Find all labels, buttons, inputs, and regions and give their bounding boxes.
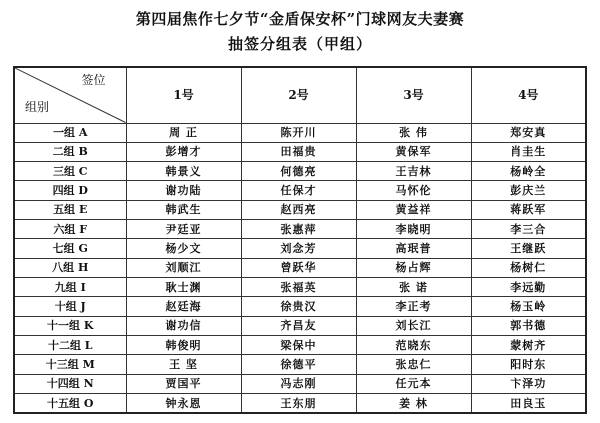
player-name-cell: 何德亮 xyxy=(241,162,356,181)
group-cell: 三组 C xyxy=(14,162,126,181)
table-row xyxy=(14,239,586,258)
player-name-cell: 阳时东 xyxy=(471,355,586,374)
table-row xyxy=(14,220,586,239)
player-name-cell: 张 伟 xyxy=(356,123,471,142)
group-cell: 二组 B xyxy=(14,142,126,161)
player-name-cell: 杨少文 xyxy=(126,239,241,258)
slot-header-2: 2号 xyxy=(241,67,356,123)
group-cell: 十二组 L xyxy=(14,336,126,355)
table-row xyxy=(14,162,586,181)
player-name-cell: 肖圭生 xyxy=(471,142,586,161)
diagonal-line xyxy=(15,68,126,123)
group-cell: 十组 J xyxy=(14,297,126,316)
player-name-cell: 彭庆兰 xyxy=(471,181,586,200)
player-name-cell: 郑安真 xyxy=(471,123,586,142)
group-cell: 十五组 O xyxy=(14,394,126,413)
player-name-cell: 陈开川 xyxy=(241,123,356,142)
player-name-cell: 赵廷海 xyxy=(126,297,241,316)
player-name-cell: 王 坚 xyxy=(126,355,241,374)
player-name-cell: 冯志刚 xyxy=(241,374,356,393)
table-row xyxy=(14,316,586,335)
player-name-cell: 蒋跃军 xyxy=(471,200,586,219)
player-name-cell: 钟永恩 xyxy=(126,394,241,413)
player-name-cell: 谢功信 xyxy=(126,316,241,335)
group-cell: 六组 F xyxy=(14,220,126,239)
group-cell: 一组 A xyxy=(14,123,126,142)
player-name-cell: 李正考 xyxy=(356,297,471,316)
table-row xyxy=(14,355,586,374)
table-body xyxy=(14,123,586,413)
player-name-cell: 韩景义 xyxy=(126,162,241,181)
player-name-cell: 黄保军 xyxy=(356,142,471,161)
table-row xyxy=(14,258,586,277)
group-axis-label: 组别 xyxy=(25,99,50,114)
page-subtitle: 抽签分组表（甲组） xyxy=(227,35,372,53)
player-name-cell: 王东朋 xyxy=(241,394,356,413)
player-name-cell: 韩俊明 xyxy=(126,336,241,355)
player-name-cell: 彭增才 xyxy=(126,142,241,161)
player-name-cell: 徐德平 xyxy=(241,355,356,374)
player-name-cell: 尹廷亚 xyxy=(126,220,241,239)
table-header-row xyxy=(14,67,586,123)
player-name-cell: 杨树仁 xyxy=(471,258,586,277)
player-name-cell: 高珉普 xyxy=(356,239,471,258)
player-name-cell: 杨玉岭 xyxy=(471,297,586,316)
slot-header-1: 1号 xyxy=(126,67,241,123)
player-name-cell: 徐贵汉 xyxy=(241,297,356,316)
player-name-cell: 贾国平 xyxy=(126,374,241,393)
slot-axis-label: 签位 xyxy=(81,73,106,87)
player-name-cell: 任元本 xyxy=(356,374,471,393)
player-name-cell: 田福贵 xyxy=(241,142,356,161)
player-name-cell: 杨岭全 xyxy=(471,162,586,181)
player-name-cell: 李三合 xyxy=(471,220,586,239)
player-name-cell: 耿士渊 xyxy=(126,278,241,297)
player-name-cell: 王继跃 xyxy=(471,239,586,258)
player-name-cell: 郭书德 xyxy=(471,316,586,335)
corner-header-cell xyxy=(14,67,126,123)
table-row xyxy=(14,297,586,316)
player-name-cell: 卞泽功 xyxy=(471,374,586,393)
player-name-cell: 周 正 xyxy=(126,123,241,142)
player-name-cell: 张 诺 xyxy=(356,278,471,297)
player-name-cell: 刘顺江 xyxy=(126,258,241,277)
player-name-cell: 谢功陆 xyxy=(126,181,241,200)
player-name-cell: 李晓明 xyxy=(356,220,471,239)
table-row xyxy=(14,394,586,413)
player-name-cell: 刘念芳 xyxy=(241,239,356,258)
group-cell: 七组 G xyxy=(14,239,126,258)
page-title: 第四届焦作七夕节“金盾保安杯”门球网友夫妻赛 xyxy=(135,10,465,28)
player-name-cell: 姜 林 xyxy=(356,394,471,413)
group-cell: 十四组 N xyxy=(14,374,126,393)
table-row xyxy=(14,181,586,200)
group-cell: 四组 D xyxy=(14,181,126,200)
slot-header-3: 3号 xyxy=(356,67,471,123)
group-cell: 九组 I xyxy=(14,278,126,297)
group-cell: 十一组 K xyxy=(14,316,126,335)
player-name-cell: 齐昌友 xyxy=(241,316,356,335)
player-name-cell: 韩武生 xyxy=(126,200,241,219)
group-cell: 八组 H xyxy=(14,258,126,277)
table-row xyxy=(14,336,586,355)
player-name-cell: 田良玉 xyxy=(471,394,586,413)
player-name-cell: 任保才 xyxy=(241,181,356,200)
player-name-cell: 蒙树齐 xyxy=(471,336,586,355)
player-name-cell: 张福英 xyxy=(241,278,356,297)
table-row xyxy=(14,374,586,393)
player-name-cell: 赵西亮 xyxy=(241,200,356,219)
player-name-cell: 张惠萍 xyxy=(241,220,356,239)
table-row xyxy=(14,123,586,142)
table-row xyxy=(14,142,586,161)
player-name-cell: 黄益祥 xyxy=(356,200,471,219)
player-name-cell: 马怀伦 xyxy=(356,181,471,200)
slot-header-4: 4号 xyxy=(471,67,586,123)
player-name-cell: 范晓东 xyxy=(356,336,471,355)
player-name-cell: 曾跃华 xyxy=(241,258,356,277)
player-name-cell: 梁保中 xyxy=(241,336,356,355)
table-row xyxy=(14,278,586,297)
draw-table xyxy=(13,66,587,414)
player-name-cell: 王吉林 xyxy=(356,162,471,181)
player-name-cell: 杨占辉 xyxy=(356,258,471,277)
player-name-cell: 刘长江 xyxy=(356,316,471,335)
group-cell: 五组 E xyxy=(14,200,126,219)
group-cell: 十三组 M xyxy=(14,355,126,374)
table-row xyxy=(14,200,586,219)
player-name-cell: 张忠仁 xyxy=(356,355,471,374)
player-name-cell: 李远勤 xyxy=(471,278,586,297)
